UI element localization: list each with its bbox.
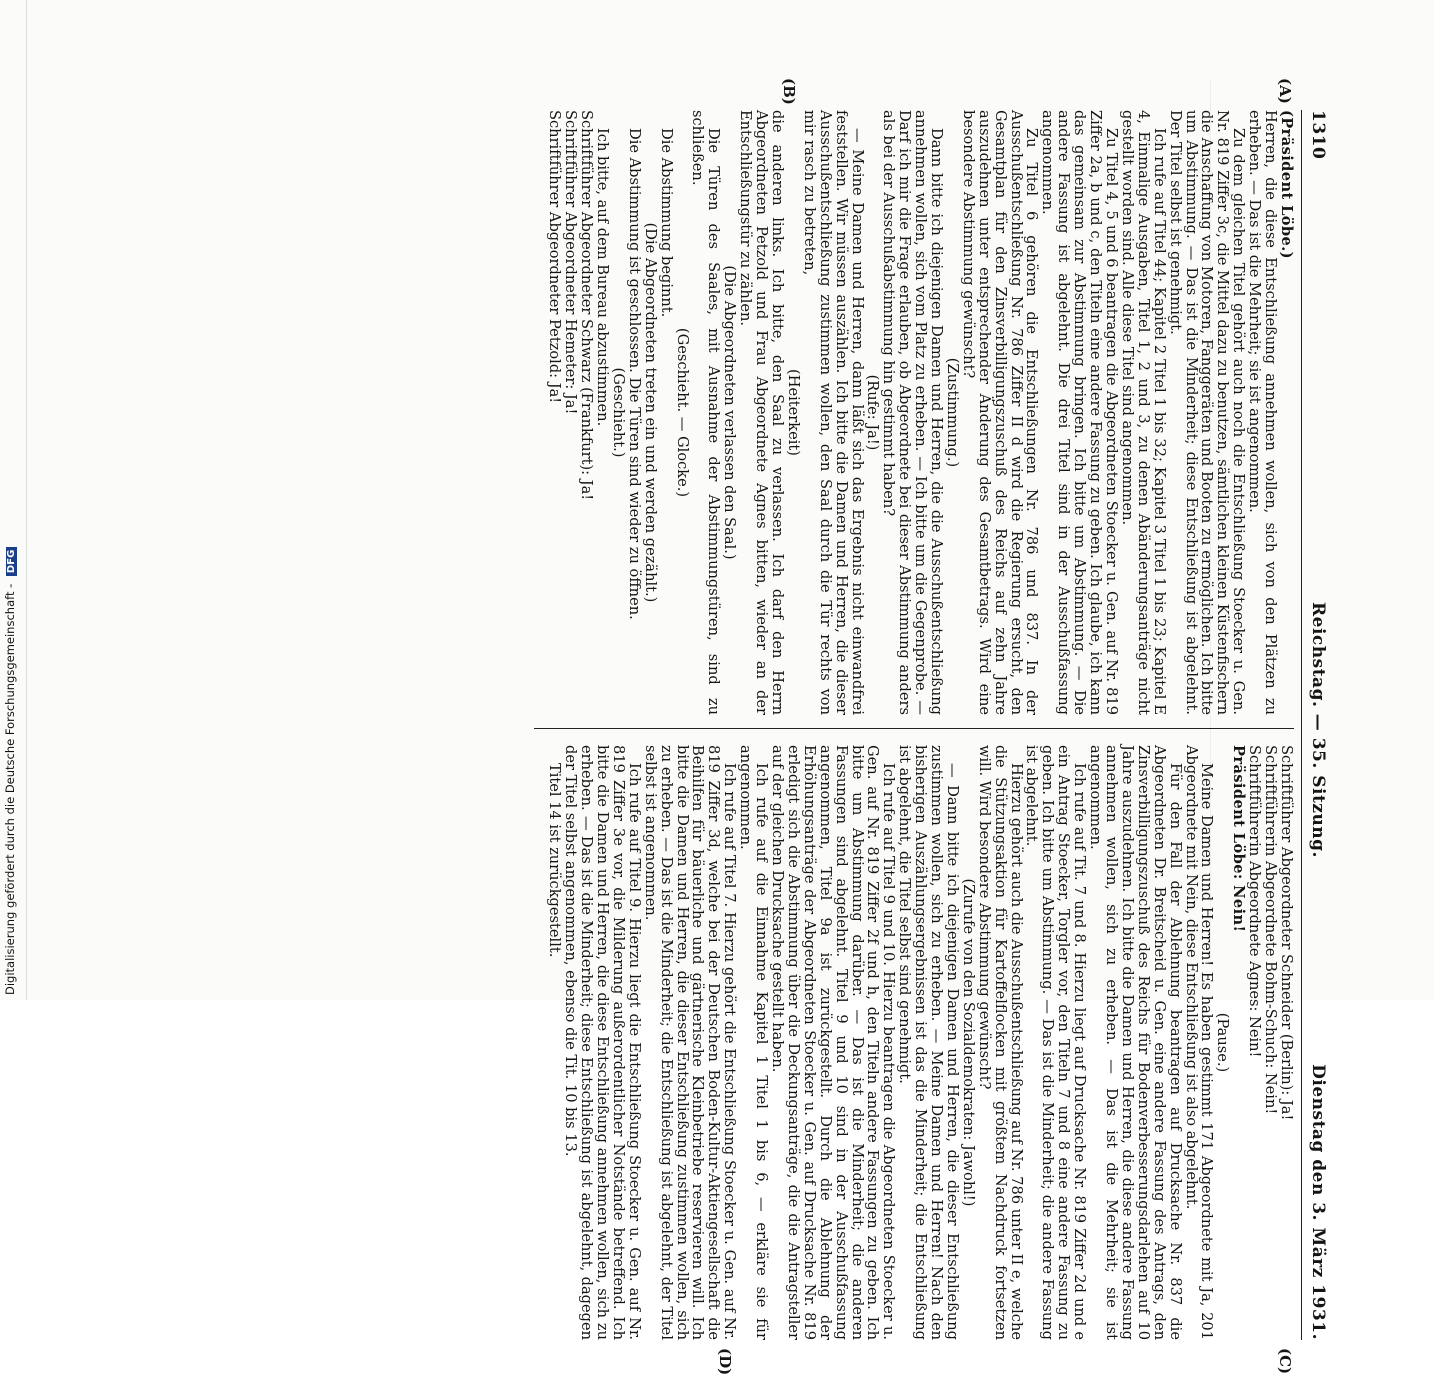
left-column — [546, 110, 1294, 715]
session-title: Reichstag. — 35. Sitzung. — [1308, 602, 1328, 858]
paragraph: Ich rufe auf Titel 7. Hierzu gehört die Entschließung Stoecker u. Gen. auf Nr. 819 Ziffer 3d, welche bei der Deutschen Boden-Kultur-Aktiengesellschaft die Beihilfen für bäuerliche und gärtnerische Kleinbetriebe reservieren will. Ich bitte die Damen und Herren, die dieser Entschließung zustimmen wollen, sich zu erheben. — Das ist die Minderheit; die Entschließung ist abgelehnt, der Titel selbst ist angenommen. — [641, 745, 739, 1340]
stage-direction: (Heiterkeit) — [784, 369, 802, 456]
stage-direction: (Geschieht. — Glocke.) — [673, 327, 691, 498]
page-header — [1300, 110, 1334, 1340]
speaker-line: Präsident Löbe: Nein! — [1230, 745, 1248, 933]
paragraph: Zu Titel 4, 5 und 6 beantragen die Abgeordneten Stoecker u. Gen. auf Nr. 819 Ziffer 2a, b und c, den Titeln eine andere Fassung zu geben. Ich glaube, ich kann das gemeinsam zur Abstimmung bringen. Ich bitte um Abstimmung. — Die andere Fassung ist abgelehnt. Die drei Titel sind in der Ausschußfassung angenommen. — [1039, 110, 1121, 715]
paragraph: Zu dem gleichen Titel gehört auch noch die Entschließung Stoecker u. Gen. Nr. 819 Ziffer 3c, die Mittel dazu zu benutzen, sämtlichen kleinen Küstenfischern die Anschaffung von Motoren, Fanggeräten und Booten zu ermöglichen. Ich bitte um Abstimmung. — Das ist die Minderheit; diese Entschließung ist abgelehnt. Der Titel selbst ist genehmigt. — [1166, 110, 1248, 715]
paragraph: Ich bitte, auf dem Bureau abzustimmen. — [594, 128, 612, 427]
paragraph: Die Abstimmung ist geschlossen. Die Türen sind wieder zu öffnen. — [625, 128, 643, 620]
paragraph: Hierzu gehört auch die Ausschußentschließung auf Nr. 786 unter II e, welche die Stützungsaktion für Kartoffelflocken mit größtem Nachdruck fortsetzen will. Wird besondere Abstimmung gewünscht? — [975, 745, 1025, 1340]
paragraph: Ich rufe auf die Einnahme Kapitel 1 Titel 1 bis 6, — erkläre sie für angenommen. — [737, 745, 771, 1340]
vote-line: Schriftführer Abgeordneter Petzold: Ja! — [546, 110, 564, 404]
stage-direction: (Rufe: Ja!) — [864, 374, 882, 451]
margin-marker-d: (D) — [716, 1348, 734, 1375]
vote-line: Schriftführer Abgeordneter Schwarz (Frankfurt): Ja! — [578, 110, 596, 501]
paragraph: Ich rufe auf Titel 9. Hierzu liegt die Entschließung Stoecker u. Gen. auf Nr. 819 Ziffer 3e vor, die Milderung außerordentlicher Notstände betreffend. Ich bitte die Damen und Herren, die diese Entschließung annehmen wollen, sich zu erheben. — Das ist die Minderheit; diese Entschließung ist abgelehnt, dagegen der Titel selbst angenommen, ebenso die Tit. 10 bis 13. — [562, 745, 643, 1340]
page-number: 1310 — [1308, 110, 1328, 160]
stage-direction: (Die Abgeordneten verlassen den Saal.) — [721, 265, 739, 560]
paragraph: Titel 14 ist zurückgestellt. — [546, 763, 564, 958]
vote-line: Schriftführerin Abgeordnete Agnes: Nein! — [1246, 745, 1264, 1058]
paragraph: Für den Fall der Ablehnung beantragen auf Drucksache Nr. 837 die Abgeordneten Dr. Breitscheid u. Gen. eine andere Fassung des Antrags, den Zinsverbilligungszuschuß des Reichs für Bodenverbesserungsdarlehen auf 10 Jahre auszudehnen. Ich bitte die Damen und Herren, die diese andere Fassung annehmen wollen, sich zu erheben. — Das ist die Mehrheit; sie ist angenommen. — [1087, 745, 1184, 1340]
paragraph: Ich rufe auf Tit. 7 und 8. Hierzu liegt auf Drucksache Nr. 819 Ziffer 2d und e ein Antrag Stoecker, Torgler vor, den Titeln 7 und 8 eine andere Fassung zu geben. Ich bitte um Abstimmung. — Das ist die Minderheit; die andere Fassung ist abgelehnt. — [1023, 745, 1089, 1340]
header-rule — [1301, 110, 1302, 1340]
digitization-credit-text: Digitalisierung gefördert durch die Deutsche Forschungsgemeinschaft - — [3, 583, 17, 995]
digitization-credit — [3, 547, 17, 995]
speaker-line: (Präsident Löbe.) — [1278, 110, 1295, 259]
stage-direction: (Pause.) — [1214, 1012, 1232, 1073]
paragraph: — Dann bitte ich diejenigen Damen und Herren, die dieser Entschließung zustimmen wollen, sich zu erheben. — Meine Damen und Herren! Nach den bisherigen Auszählungsergebnissen ist das die Minderheit; die Entschließung ist abgelehnt, die Titel selbst sind genehmigt. — [896, 745, 961, 1340]
margin-marker-a: (A) — [1276, 78, 1294, 104]
stage-direction: (Zurufe von den Sozialdemokraten: Jawohl!) — [959, 878, 977, 1207]
vote-line: Schriftführer Abgeordneter Hemeter: Ja! — [562, 110, 580, 415]
paragraph: Ich rufe auf Titel 9 und 10. Hierzu beantragen die Abgeordneten Stoecker u. Gen. auf Nr. 819 Ziffer 2f und h, den Titeln andere Fassungen zu geben. Ich bitte um Abstimmung darüber. — Das ist die Minderheit; die anderen Fassungen sind abgelehnt. Titel 9 und 10 sind in der Ausschußfassung angenommen, Titel 9a ist zurückgestellt. Durch die Ablehnung der Erhöhungsanträge der Abgeordneten Stoecker u. Gen. auf Drucksache Nr. 819 erledigt sich die Abstimmung über die Deckungsanträge, die die Antragsteller auf der gleichen Drucksache gestellt haben. — [769, 745, 898, 1340]
margin-marker-c: (C) — [1276, 1348, 1294, 1375]
digitization-strip — [0, 0, 27, 1000]
vote-line: Schriftführerin Abgeordnete Bohm-Schuch: Nein! — [1262, 745, 1280, 1115]
paragraph: Zu Titel 6 gehören die Entschließungen Nr. 786 und 837. In der Ausschußentschließung Nr. 786 Ziffer II d wird die Regierung ersucht, den Gesamtplan für den Zinsverbilligungszuschuß des Reichs auf zehn Jahre auszudehnen unter entsprechender Änderung des Gesamtbetrags. Wird eine besondere Abstimmung gewünscht? — [959, 110, 1041, 715]
dfg-logo: DFG — [6, 547, 17, 576]
paragraph: Die Türen des Saales, mit Ausnahme der Abstimmungstüren, sind zu schließen. — [689, 110, 723, 715]
paragraph: Die Abstimmung beginnt. — [657, 128, 675, 318]
stage-direction: (Geschieht.) — [609, 367, 627, 458]
paragraph: die anderen links. Ich bitte, den Saal zu verlassen. Ich darf den Herrn Abgeordneten Petzold und Frau Abgeordnete Agnes bitten, wieder an der Entschließungstür zu zählen. — [737, 110, 786, 715]
column-divider — [534, 728, 1294, 729]
paragraph: — Meine Damen und Herren, dann läßt sich das Ergebnis nicht einwandfrei feststellen. Wir müssen auszählen. Ich bitte die Damen und Herren, die dieser Ausschußentschließung zustimmen wollen, den Saal durch die Tür rechts von mir rasch zu betreten, — [800, 110, 866, 715]
stage-direction: (Zustimmung.) — [943, 357, 961, 468]
margin-marker-b: (B) — [780, 78, 798, 105]
right-column — [546, 745, 1294, 1340]
vote-line: Schriftführer Abgeordneter Schneider (Berlin): Ja! — [1278, 745, 1295, 1121]
paragraph: Herren, die diese Entschließung annehmen wollen, sich von den Plätzen zu erheben. — Das ist die Mehrheit; sie ist angenommen. — [1246, 110, 1280, 715]
session-date: Dienstag den 3. März 1931. — [1308, 1064, 1328, 1340]
stage-direction: (Die Abgeordneten treten ein und werden gezählt.) — [641, 222, 659, 603]
paragraph: Meine Damen und Herren! Es haben gestimmt 171 Abgeordnete mit Ja, 201 Abgeordnete mit Nein, diese Entschließung ist also abgelehnt. — [1182, 745, 1216, 1340]
paragraph: Ich rufe auf Titel 44; Kapitel 2 Titel 1 bis 32; Kapitel 3 Titel 1 bis 23; Kapitel E 4, Einmalige Ausgaben, Titel 1, 2 und 3, zu denen Abänderungsanträge nicht gestellt worden sind. Alle diese Titel sind angenommen. — [1118, 110, 1168, 715]
paragraph: Dann bitte ich diejenigen Damen und Herren, die die Ausschußentschließung annehmen wollen, sich vom Platz zu erheben. — Ich bitte um die Gegenprobe. — Darf ich mir die Frage erlauben, ob Abgeordnete bei dieser Abstimmung anders als bei der Ausschußabstimmung hin gestimmt haben? — [880, 110, 946, 715]
